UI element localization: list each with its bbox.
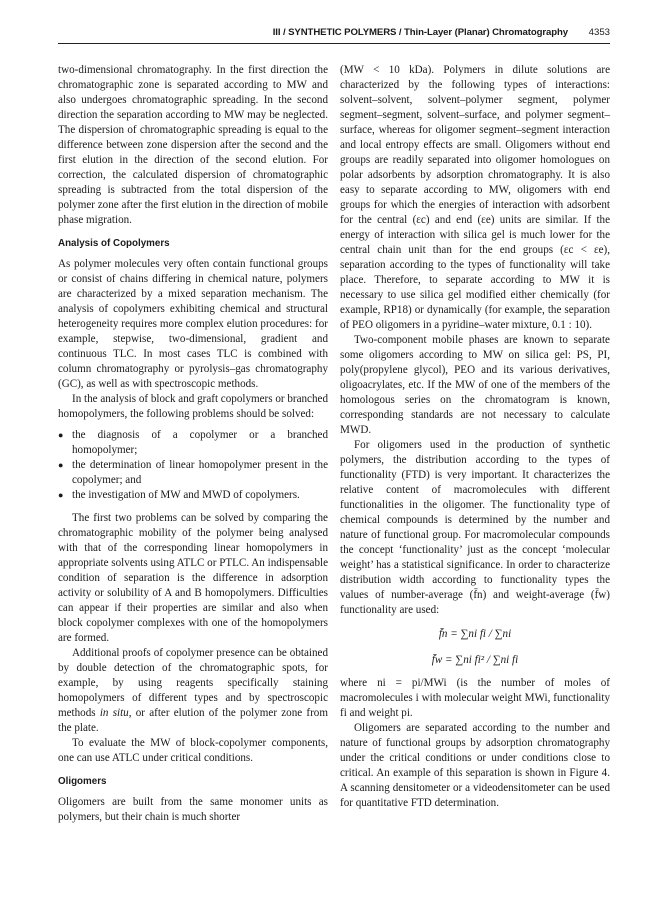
text-run: Additional proofs of copolymer presence can be obtained by double detection of the chromatographic spots, for example, by using reagents specifically staining homopolymers of different types and by spectroscopic methods [58, 647, 328, 719]
paragraph: where ni = pi/MWi (is the number of moles of macromolecules i with molecular weight MWi, functionality fi and weight pi. [340, 677, 610, 719]
paragraph: As polymer molecules very often contain functional groups or consist of chains differing in chemical nature, polymers are characterized by a mixed separation mechanism. The analysis of copolymers exhibiting chemical and structural heterogeneity requires more complex elution procedures: for example, stepwise, two-dimensional, gradient and continuous TLC. In most cases TLC is combined with column chromatography or pyrolysis–gas chromatography (GC), as well as with spectroscopic methods. [58, 258, 328, 390]
formula-weight-average: f̄w = ∑ni fi² / ∑ni fi [431, 654, 519, 666]
list-item: ● the determination of linear homopolymer present in the copolymer; and [58, 458, 328, 488]
section-heading-oligomers: Oligomers [58, 776, 107, 787]
paragraph: two-dimensional chromatography. In the first direction the chromatographic zone is separated according to MW and also undergoes chromatographic spreading. In the second direction the separation according to MW may be neglected. The dispersion of chromatographic spreading is equal to the difference between zone dispersion after the second and the first elution in the direction of the second elution. For correction, the calculated dispersion of chromatographic spreading is subtracted from the total dispersion of the polymer zone after the first elution in the direction of mobile phase migration. [58, 64, 328, 226]
paragraph: Oligomers are separated according to the number and nature of functional groups by adsorption chromatography under the critical conditions or under conditions close to critical. An example of this separation is shown in Figure 4. A scanning densitometer or a videodensitometer can be used for quantitative FTD determination. [340, 722, 610, 809]
running-title: III / SYNTHETIC POLYMERS / Thin-Layer (Planar) Chromatography [272, 27, 568, 38]
paragraph: Two-component mobile phases are known to separate some oligomers according to MW on silica gel: PS, PI, poly(propylene glycol), PEO and its various derivatives, oligoacrylates, etc. If the MW of one of the members of the homologous series on the chromatogram is known, corresponding standards are not necessary to calculate MWD. [340, 334, 610, 436]
page-number: 4353 [588, 27, 610, 38]
section-heading-copolymers: Analysis of Copolymers [58, 238, 170, 249]
right-column [340, 63, 610, 811]
paragraph: (MW < 10 kDa). Polymers in dilute solutions are characterized by the following types of interactions: solvent–solvent, solvent–polymer segment, polymer segment–segment, solvent–surface, and polymer segment–surface, whereas for oligomer segment–segment interaction and local entropy effects are small. Oligomers without end groups are readily separated into oligomer homologues on polar adsorbents by adsorption chromatography. It is also easy to separate according to MW, oligomers with end groups for which the energies of interaction with adsorbent for the central (εc) and end (εe) units are similar. If the energy of interaction with silica gel is much lower for the central chain unit than for the end groups (εc < εe), separation according to the types of functionality will take place. Therefore, to separate according to MW it is necessary to use silica gel modified either chemically (for example, RP18) or dynamically (for example, the separation of PEO oligomers in a pyridine–water mixture, 0.1 : 10). [340, 64, 610, 331]
paragraph: Oligomers are built from the same monomer units as polymers, but their chain is much shorter [58, 796, 328, 823]
running-header [58, 27, 610, 44]
list-item: ● the diagnosis of a copolymer or a branched homopolymer; [58, 428, 328, 458]
left-column [58, 63, 328, 825]
paragraph: To evaluate the MW of block-copolymer components, one can use ATLC under critical conditions. [58, 737, 328, 764]
formula-number-average: f̄n = ∑ni fi / ∑ni [438, 628, 512, 640]
list-item: ● the investigation of MW and MWD of copolymers. [58, 488, 328, 503]
paragraph: In the analysis of block and graft copolymers or branched homopolymers, the following problems should be solved: [58, 393, 328, 420]
paragraph: The first two problems can be solved by comparing the chromatographic mobility of the polymer being analysed with that of the corresponding linear homopolymers in appropriate solvents using ATLC or PTLC. An indispensable condition of separation is the difference in adsorption activity or solubility of A and B homopolymers. Difficulties can appear if their properties are similar and also when block copolymer complexes with one of the homopolymers are formed. [58, 512, 328, 644]
paragraph [58, 646, 328, 736]
text-run: , or after elution of the polymer zone from the plate. [58, 707, 328, 734]
italic-term: in situ [99, 707, 129, 719]
bullet-list [58, 428, 328, 503]
paragraph: For oligomers used in the production of synthetic polymers, the distribution according to the types of functionality (FTD) is very important. It characterizes the relative content of macromolecules with different functionalities in the oligomer. The functionality type of chemical compounds is determined by the number and nature of functional group. For macromolecular compounds the concept ‘functionality’ just as the concept ‘molecular weight’ has a statistical significance. In order to characterize distribution width according to functionality types the values of number-average (f̄n) and weight-average (f̄w) functionality are used: [340, 439, 610, 616]
